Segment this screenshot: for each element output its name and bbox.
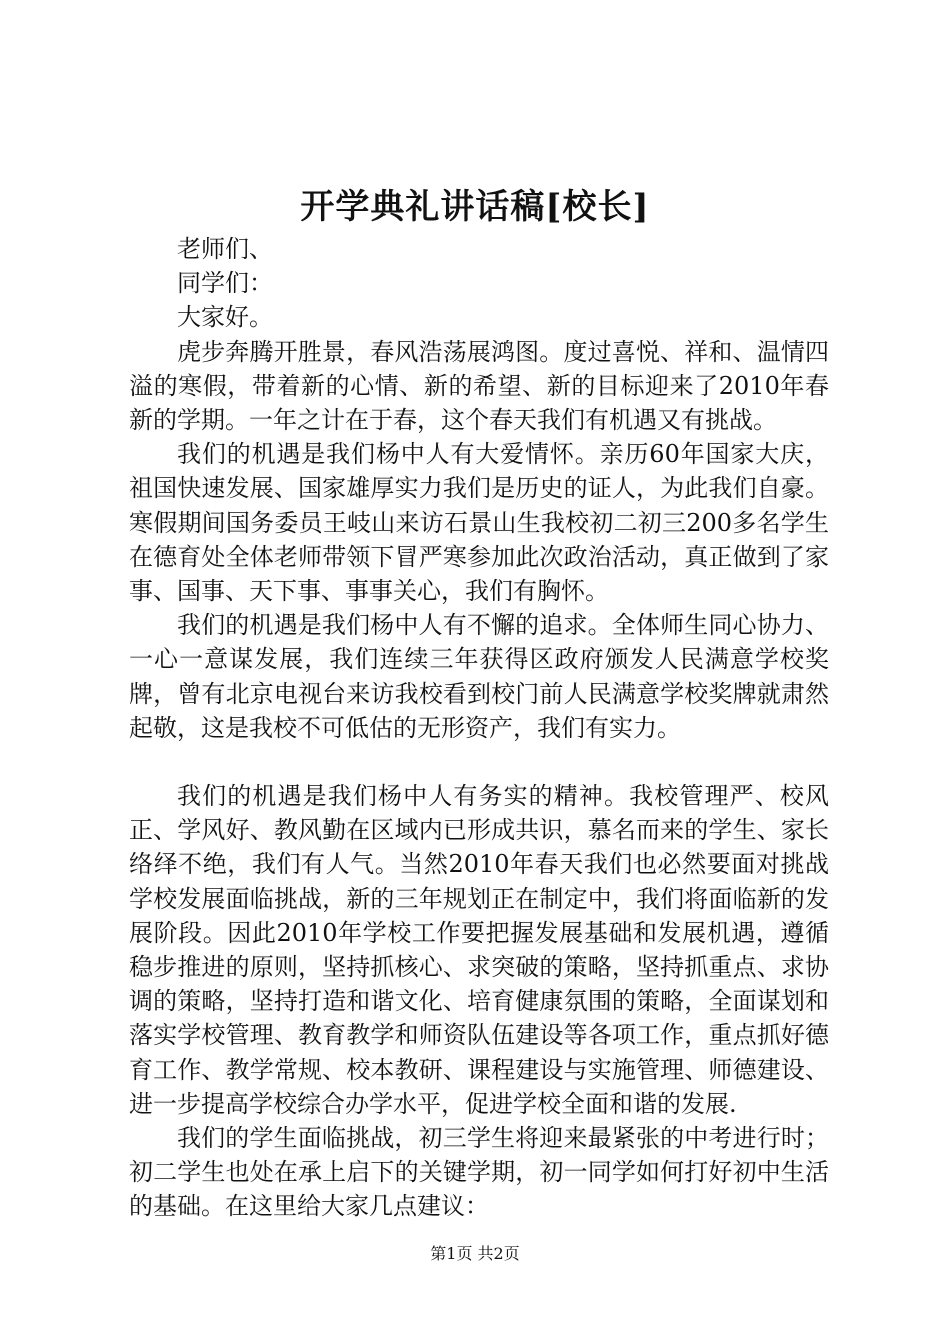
body-paragraph: 我们的机遇是我们杨中人有务实的精神。我校管理严、校风正、学风好、教风勤在区域内已形成共识，慕名而来的学生、家长络绎不绝，我们有人气。当然2010年春天我们也必然要面对挑战学校发展面临挑战，新的三年规划正在制定中，我们将面临新的发展阶段。因此2010年学校工作要把握发展基础和发展机遇，遵循稳步推进的原则，坚持抓核心、求突破的策略，坚持抓重点、求协调的策略，坚持打造和谐文化、培育健康氛围的策略，全面谋划和落实学校管理、教育教学和师资队伍建设等各项工作，重点抓好德育工作、教学常规、校本教研、课程建设与实施管理、师德建设、进一步提高学校综合办学水平，促进学校全面和谐的发展. [129,782,829,1118]
document-body [129,232,829,1224]
salutation-teachers: 老师们、 [177,235,273,263]
body-paragraph: 我们的学生面临挑战，初三学生将迎来最紧张的中考进行时；初二学生也处在承上启下的关键学期，初一同学如何打好初中生活的基础。在这里给大家几点建议： [129,1124,829,1221]
salutation-students: 同学们： [177,269,273,298]
body-paragraph: 我们的机遇是我们杨中人有大爱情怀。亲历60年国家大庆，祖国快速发展、国家雄厚实力我们是历史的证人，为此我们自豪。寒假期间国务委员王岐山来访石景山生我校初二初三200多名学生在德育处全体老师带领下冒严寒参加此次政治活动，真正做到了家事、国事、天下事、事事关心，我们有胸怀。 [129,440,829,606]
body-paragraph: 我们的机遇是我们杨中人有不懈的追求。全体师生同心协力、一心一意谋发展，我们连续三年获得区政府颁发人民满意学校奖牌，曾有北京电视台来访我校看到校门前人民满意学校奖牌就肃然起敬，这是我校不可低估的无形资产，我们有实力。 [129,611,829,742]
page-number-footer: 第1页 共2页 [430,1244,520,1263]
body-paragraph: 虎步奔腾开胜景，春风浩荡展鸿图。度过喜悦、祥和、温情四溢的寒假，带着新的心情、新的希望、新的目标迎来了2010年春新的学期。一年之计在于春，这个春天我们有机遇又有挑战。 [129,337,829,435]
salutation-greeting: 大家好。 [177,303,273,332]
document-title: 开学典礼讲话稿[校长] [300,187,650,227]
